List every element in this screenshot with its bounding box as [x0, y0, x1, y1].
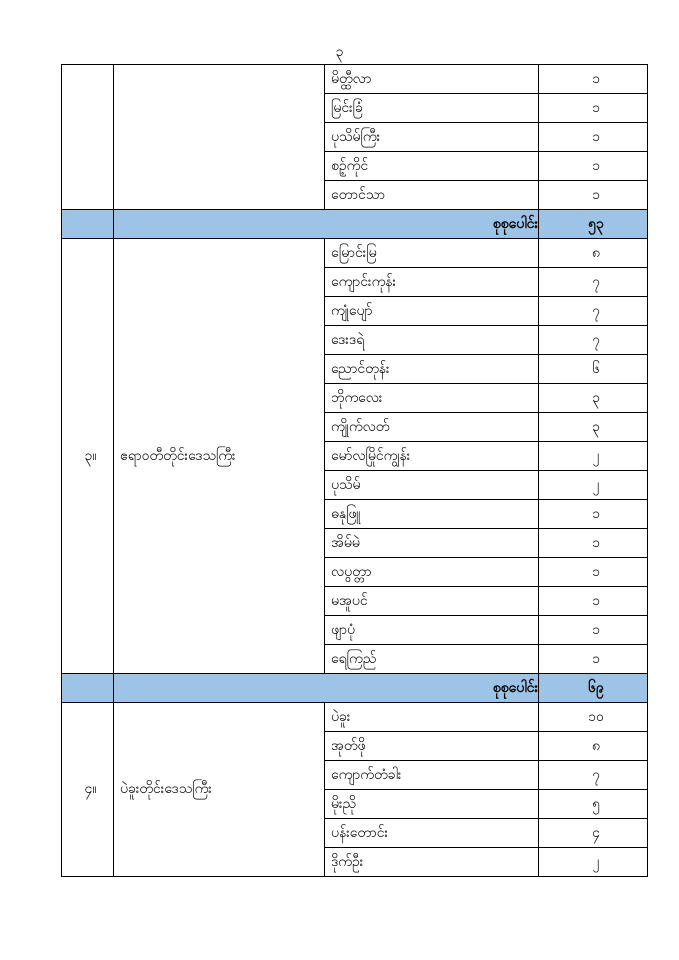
township-cell: ပန်းတောင်း — [325, 819, 539, 848]
count-cell: ၁ — [539, 65, 648, 94]
region-name-cell: ဧရာဝတီတိုင်းဒေသကြီး — [114, 239, 325, 674]
township-cell: အိမ်မဲ — [325, 529, 539, 558]
township-cell: စဥ့်ကိုင် — [325, 152, 539, 181]
township-cell: ပုသိမ်ကြီး — [325, 123, 539, 152]
count-cell: ၁ — [539, 152, 648, 181]
township-cell: မိုးညို — [325, 790, 539, 819]
total-row — [62, 674, 648, 703]
count-cell: ၁ — [539, 645, 648, 674]
township-cell: တောင်သာ — [325, 181, 539, 210]
township-cell: လပွတ္တာ — [325, 558, 539, 587]
township-cell: အုတ်ဖို — [325, 732, 539, 761]
count-cell: ၈ — [539, 732, 648, 761]
township-cell: မော်လမြိုင်ကျွန်း — [325, 442, 539, 471]
region-number-cell: ၄။ — [62, 703, 114, 877]
region-name-cell: ပဲခူးတိုင်းဒေသကြီး — [114, 703, 325, 877]
township-cell: ရေကြည် — [325, 645, 539, 674]
count-cell: ၁ — [539, 181, 648, 210]
count-cell: ၈ — [539, 239, 648, 268]
total-value: ၆၉ — [539, 674, 648, 703]
township-cell: ညောင်တုန်း — [325, 355, 539, 384]
count-cell: ၁ — [539, 616, 648, 645]
total-label: စုစုပေါင်း — [114, 674, 539, 703]
count-cell: ၅ — [539, 790, 648, 819]
township-cell: ကျောင်းကုန်း — [325, 268, 539, 297]
township-cell: ပဲခူး — [325, 703, 539, 732]
count-cell: ၂ — [539, 471, 648, 500]
total-label: စုစုပေါင်း — [114, 210, 539, 239]
township-cell: ကျောက်တံခါး — [325, 761, 539, 790]
count-cell: ၆ — [539, 355, 648, 384]
count-cell: ၁ — [539, 529, 648, 558]
township-cell: မြောင်းမြ — [325, 239, 539, 268]
township-cell: ဒိုက်ဦး — [325, 848, 539, 877]
count-cell: ၁ — [539, 587, 648, 616]
total-value: ၅၃ — [539, 210, 648, 239]
region-number-cell — [62, 65, 114, 210]
township-cell: ဓနုဖြူ — [325, 500, 539, 529]
township-cell: မအူပင် — [325, 587, 539, 616]
total-spacer-cell — [62, 210, 114, 239]
region-number-cell: ၃။ — [62, 239, 114, 674]
township-cell: ကျုံပျော် — [325, 297, 539, 326]
count-cell: ၃ — [539, 413, 648, 442]
count-cell: ၁ — [539, 123, 648, 152]
total-row — [62, 210, 648, 239]
count-cell: ၇ — [539, 326, 648, 355]
count-cell: ၇ — [539, 761, 648, 790]
count-cell: ၃ — [539, 384, 648, 413]
count-cell: ၇ — [539, 297, 648, 326]
township-cell: ကျိုက်လတ် — [325, 413, 539, 442]
township-cell: ဖျာပုံ — [325, 616, 539, 645]
total-spacer-cell — [62, 674, 114, 703]
table-row — [62, 703, 648, 732]
table-row — [62, 239, 648, 268]
count-cell: ၁ — [539, 94, 648, 123]
table-row — [62, 65, 648, 94]
region-name-cell — [114, 65, 325, 210]
count-cell: ၄ — [539, 819, 648, 848]
township-cell: ပုသိမ် — [325, 471, 539, 500]
township-count-table — [61, 64, 648, 877]
count-cell: ၁၀ — [539, 703, 648, 732]
count-cell: ၁ — [539, 500, 648, 529]
count-cell: ၇ — [539, 268, 648, 297]
page-number: ၃ — [335, 44, 344, 60]
township-cell: ဘိုကလေး — [325, 384, 539, 413]
township-cell: မြင်းခြံ — [325, 94, 539, 123]
count-cell: ၁ — [539, 558, 648, 587]
count-cell: ၂ — [539, 848, 648, 877]
count-cell: ၂ — [539, 442, 648, 471]
township-cell: မိတ္ထီလာ — [325, 65, 539, 94]
township-cell: ဒေးဒရဲ — [325, 326, 539, 355]
